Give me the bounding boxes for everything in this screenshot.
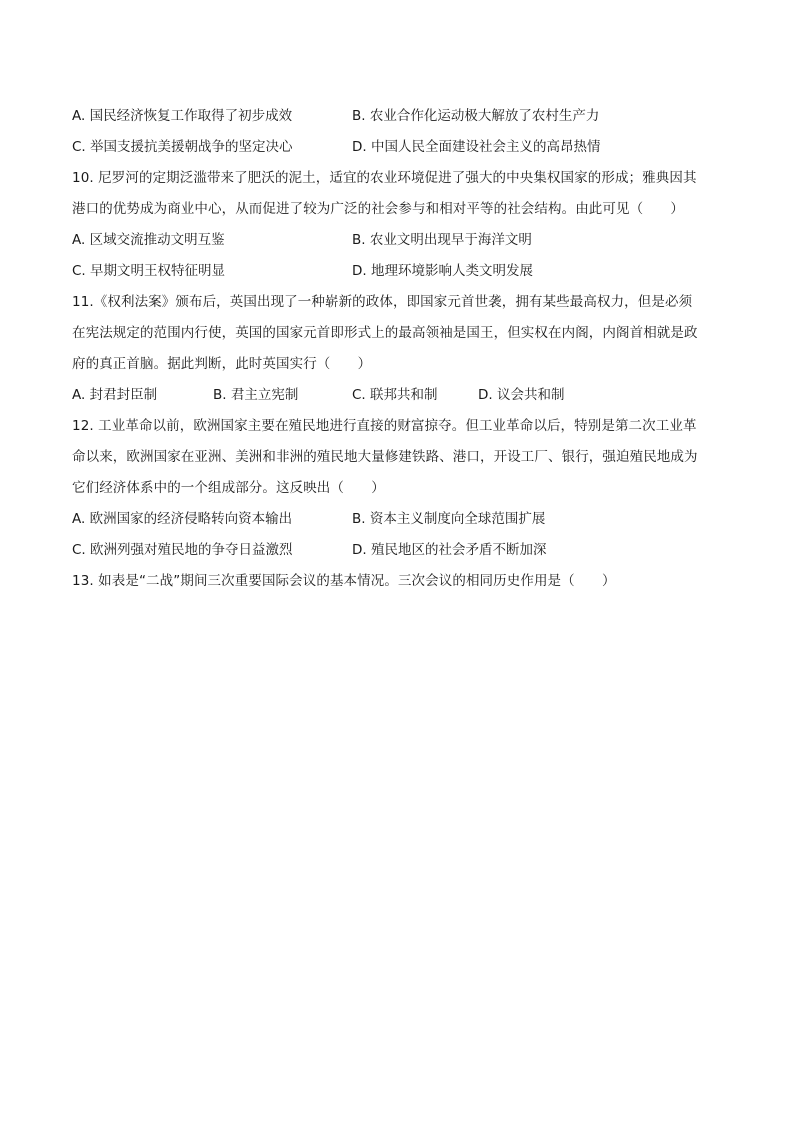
exam-content [72, 101, 722, 597]
option-d[interactable]: D. 议会共和制 [478, 387, 565, 403]
question-11-stem-line-2: 在宪法规定的范围内行使，英国的国家元首即形式上的最高领袖是国王，但实权在内阁，内阁首相就是政 [72, 325, 698, 341]
question-12 [72, 411, 722, 566]
option-a[interactable]: A. 封君封臣制 [72, 387, 158, 403]
option-row [72, 225, 722, 256]
option-c[interactable]: C. 举国支援抗美援朝战争的坚定决心 [72, 139, 293, 155]
option-b[interactable]: B. 农业文明出现早于海洋文明 [352, 232, 532, 248]
option-row [72, 380, 722, 411]
option-c[interactable]: C. 欧洲列强对殖民地的争夺日益激烈 [72, 542, 293, 558]
option-a[interactable]: A. 欧洲国家的经济侵略转向资本输出 [72, 511, 293, 527]
question-13 [72, 566, 722, 597]
option-c[interactable]: C. 联邦共和制 [352, 387, 438, 403]
question-10-stem-line-1: 10. 尼罗河的定期泛滥带来了肥沃的泥土，适宜的农业环境促进了强大的中央集权国家的形成；雅典因其 [72, 170, 697, 186]
question-10-stem-line-2: 港口的优势成为商业中心，从而促进了较为广泛的社会参与和相对平等的社会结构。由此可见（ ） [72, 201, 684, 217]
question-9-options [72, 101, 722, 163]
option-d[interactable]: D. 地理环境影响人类文明发展 [352, 263, 533, 279]
option-row [72, 535, 722, 566]
option-b[interactable]: B. 君主立宪制 [213, 387, 299, 403]
question-12-stem-line-2: 命以来，欧洲国家在亚洲、美洲和非洲的殖民地大量修建铁路、港口，开设工厂、银行，强迫殖民地成为 [72, 449, 698, 465]
option-d[interactable]: D. 殖民地区的社会矛盾不断加深 [352, 542, 547, 558]
option-a[interactable]: A. 国民经济恢复工作取得了初步成效 [72, 108, 293, 124]
question-10 [72, 163, 722, 287]
option-row [72, 101, 722, 132]
option-d[interactable]: D. 中国人民全面建设社会主义的高昂热情 [352, 139, 601, 155]
option-row [72, 504, 722, 535]
option-row [72, 132, 722, 163]
option-row [72, 256, 722, 287]
option-c[interactable]: C. 早期文明王权特征明显 [72, 263, 226, 279]
question-12-stem-line-3: 它们经济体系中的一个组成部分。这反映出（ ） [72, 480, 385, 496]
question-12-stem-line-1: 12. 工业革命以前，欧洲国家主要在殖民地进行直接的财富掠夺。但工业革命以后，特别是第二次工业革 [72, 418, 697, 434]
question-13-stem-line-1: 13. 如表是“二战”期间三次重要国际会议的基本情况。三次会议的相同历史作用是（ ） [72, 573, 616, 589]
question-11 [72, 287, 722, 411]
question-11-stem-line-3: 府的真正首脑。据此判断，此时英国实行（ ） [72, 356, 372, 372]
question-11-stem-line-1: 11.《权利法案》颁布后，英国出现了一种崭新的政体，即国家元首世袭，拥有某些最高权力，但是必须 [72, 294, 693, 310]
option-b[interactable]: B. 农业合作化运动极大解放了农村生产力 [352, 108, 600, 124]
option-a[interactable]: A. 区域交流推动文明互鉴 [72, 232, 225, 248]
option-b[interactable]: B. 资本主义制度向全球范围扩展 [352, 511, 546, 527]
